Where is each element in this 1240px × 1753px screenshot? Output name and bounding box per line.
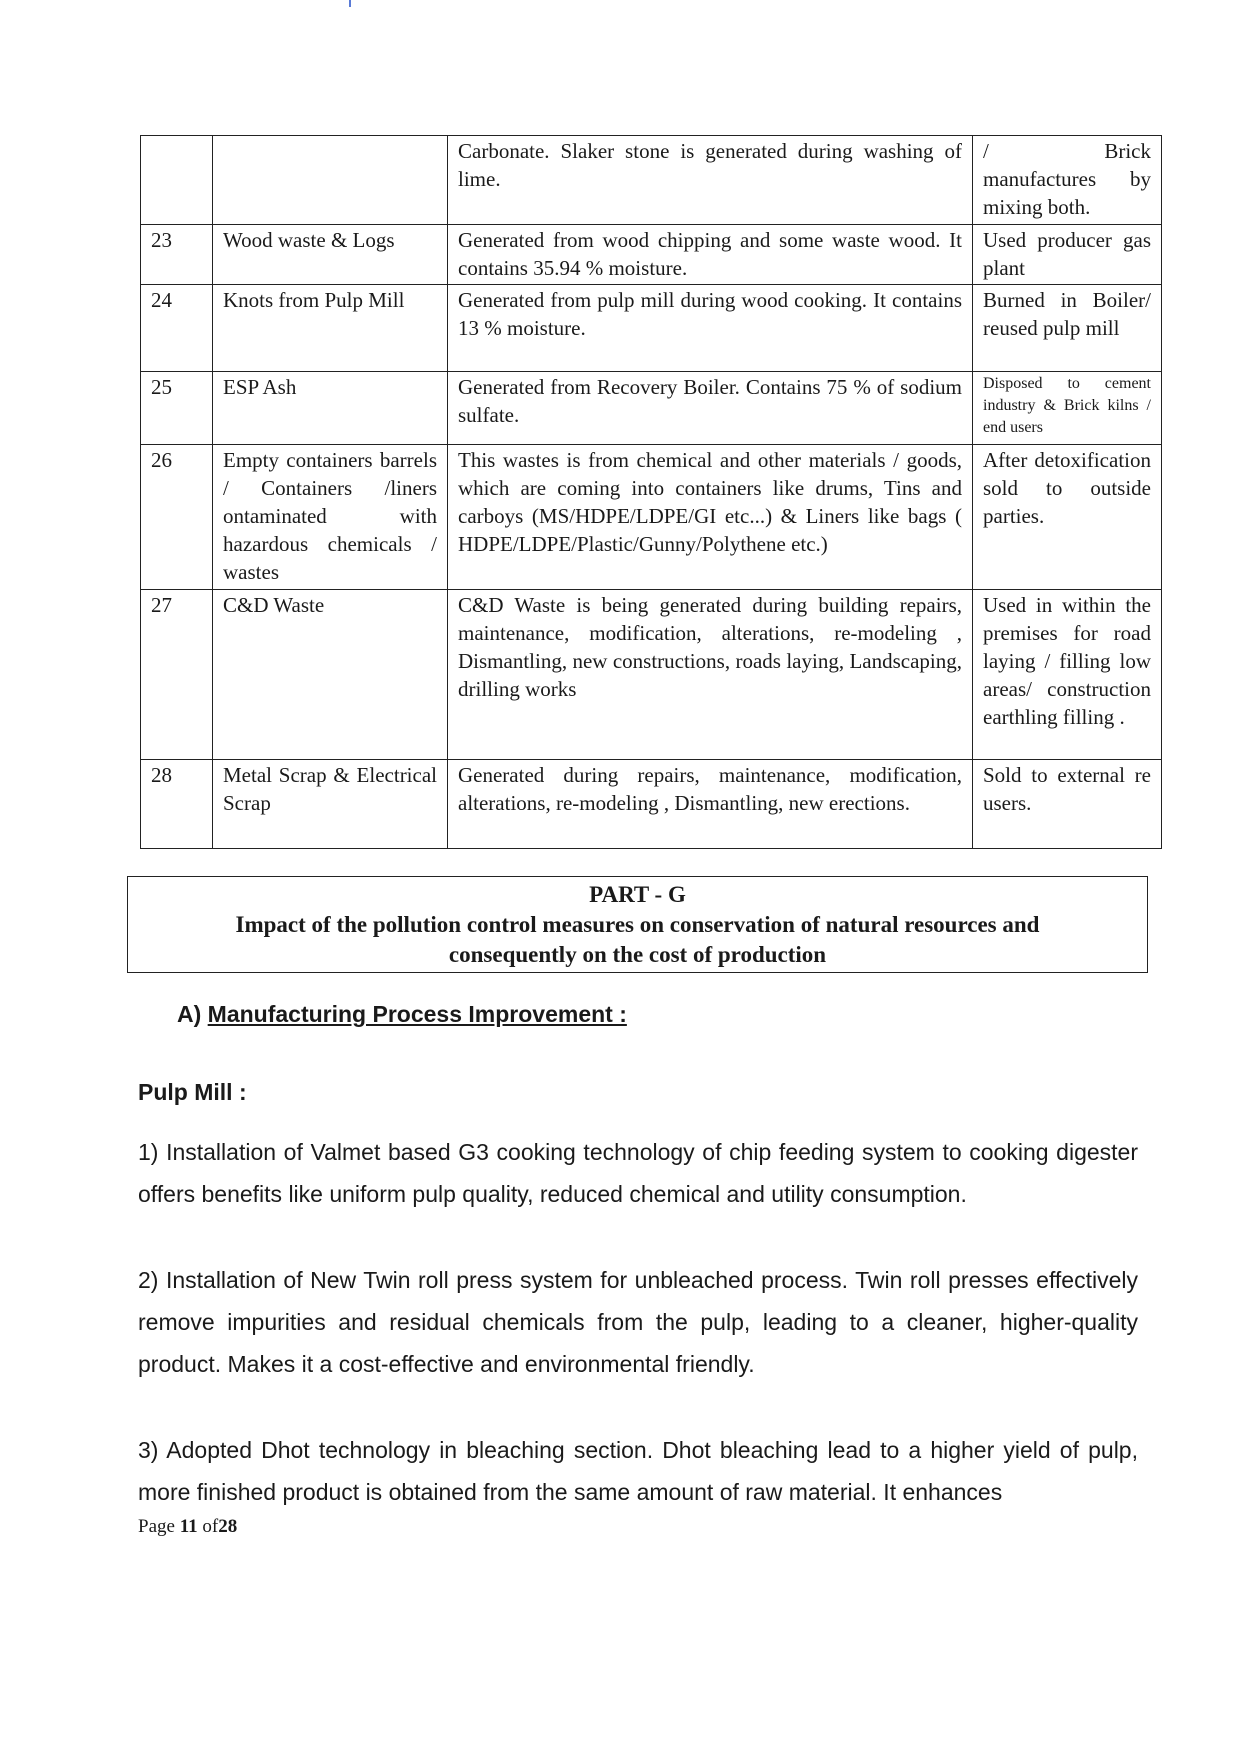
paragraph-1: 1) Installation of Valmet based G3 cooking technology of chip feeding system to cooking digester offers benefits like uniform pulp quality, reduced chemical and utility consumption. — [138, 1139, 1138, 1207]
waste-item: Metal Scrap & Electrical Scrap — [213, 760, 448, 849]
waste-source: Carbonate. Slaker stone is generated during washing of lime. — [448, 136, 973, 225]
waste-disposal: Used producer gas plant — [973, 225, 1162, 285]
part-subtitle-line2: consequently on the cost of production — [448, 942, 827, 967]
waste-item — [213, 136, 448, 225]
paragraph-3: 3) Adopted Dhot technology in bleaching section. Dhot bleaching lead to a higher yield of pulp, more finished product is obtained from the same amount of raw material. It enhances — [138, 1437, 1138, 1505]
row-number: 27 — [141, 590, 213, 760]
waste-item: Empty containers barrels / Containers /liners ontaminated with hazardous chemicals / wastes — [213, 445, 448, 590]
table-row — [141, 285, 1162, 372]
waste-disposal: Burned in Boiler/ reused pulp mill — [973, 285, 1162, 372]
waste-disposal: Disposed to cement industry & Brick kilns / end users — [973, 372, 1162, 445]
row-number: 26 — [141, 445, 213, 590]
table-row — [141, 760, 1162, 849]
waste-item: C&D Waste — [213, 590, 448, 760]
waste-disposal: / Brick manufactures by mixing both. — [973, 136, 1162, 225]
row-number: 25 — [141, 372, 213, 445]
waste-source: Generated during repairs, maintenance, modification, alterations, re-modeling , Dismantling, new erections. — [448, 760, 973, 849]
row-number: 24 — [141, 285, 213, 372]
page-number: Page 11 of28 — [138, 1516, 238, 1537]
paragraph-2: 2) Installation of New Twin roll press system for unbleached process. Twin roll presses effectively remove impurities and residual chemicals from the pulp, leading to a cleaner, higher-quality product. Makes it a cost-effective and environmental friendly. — [138, 1267, 1138, 1377]
table-row — [141, 590, 1162, 760]
section-prefix: A) — [177, 1001, 202, 1027]
top-margin-mark — [349, 0, 351, 7]
part-g-heading-box — [127, 876, 1148, 973]
table-row — [141, 372, 1162, 445]
waste-item: Wood waste & Logs — [213, 225, 448, 285]
waste-disposal: Sold to external re users. — [973, 760, 1162, 849]
table-row — [141, 136, 1162, 225]
table-row — [141, 225, 1162, 285]
waste-source: This wastes is from chemical and other materials / goods, which are coming into containers like drums, Tins and carboys (MS/HDPE/LDPE/GI etc...) & Liners like bags ( HDPE/LDPE/Plastic/Gunny/Polythene etc.) — [448, 445, 973, 590]
waste-disposal: After detoxification sold to outside parties. — [973, 445, 1162, 590]
waste-table — [140, 135, 1162, 849]
waste-item: ESP Ash — [213, 372, 448, 445]
section-heading — [177, 1001, 627, 1028]
part-title: PART - G — [589, 882, 686, 907]
section-title: Manufacturing Process Improvement : — [207, 1001, 627, 1027]
row-number: 28 — [141, 760, 213, 849]
waste-source: Generated from pulp mill during wood cooking. It contains 13 % moisture. — [448, 285, 973, 372]
part-subtitle-line1: Impact of the pollution control measures on conservation of natural resources and — [235, 912, 1040, 937]
row-number: 23 — [141, 225, 213, 285]
waste-source: Generated from Recovery Boiler. Contains 75 % of sodium sulfate. — [448, 372, 973, 445]
waste-source: C&D Waste is being generated during building repairs, maintenance, modification, alterations, re-modeling , Dismantling, new constructions, roads laying, Landscaping, drilling works — [448, 590, 973, 760]
waste-item: Knots from Pulp Mill — [213, 285, 448, 372]
subsection-heading: Pulp Mill : — [138, 1079, 247, 1105]
row-number — [141, 136, 213, 225]
table-row — [141, 445, 1162, 590]
waste-disposal: Used in within the premises for road laying / filling low areas/ construction earthling filling . — [973, 590, 1162, 760]
waste-source: Generated from wood chipping and some waste wood. It contains 35.94 % moisture. — [448, 225, 973, 285]
